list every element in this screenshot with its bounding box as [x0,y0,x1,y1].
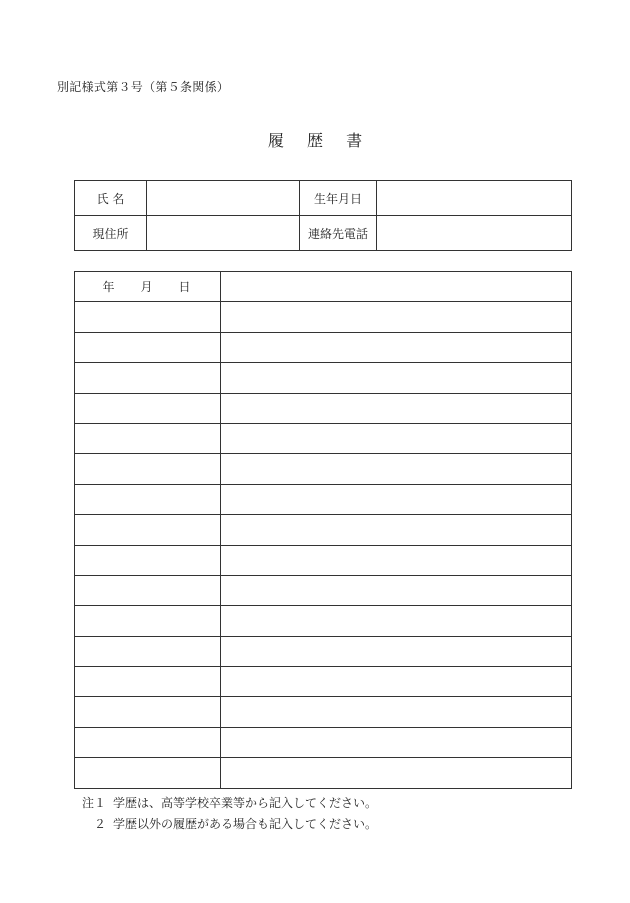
history-date-cell[interactable] [75,667,221,697]
history-detail-cell[interactable] [221,332,572,362]
day-header: 日 [178,280,193,295]
name-label: 氏 名 [75,181,147,216]
history-detail-cell[interactable] [221,454,572,484]
history-detail-cell[interactable] [221,484,572,514]
personal-info-row [75,216,572,251]
note-number: 注１ [82,796,107,810]
history-detail-cell[interactable] [221,636,572,666]
history-date-cell[interactable] [75,545,221,575]
history-detail-cell[interactable] [221,545,572,575]
history-date-cell[interactable] [75,697,221,727]
history-row [75,423,572,453]
history-detail-cell[interactable] [221,727,572,757]
phone-label: 連絡先電話 [300,216,377,251]
history-detail-cell[interactable] [221,697,572,727]
note-text: 学歴は、高等学校卒業等から記入してください。 [113,796,378,810]
birthdate-field[interactable] [377,181,572,216]
history-row [75,302,572,332]
note-line [82,793,377,814]
history-row [75,515,572,545]
history-row [75,758,572,788]
history-table [74,271,572,789]
history-detail-cell[interactable] [221,302,572,332]
history-date-cell[interactable] [75,332,221,362]
history-date-cell[interactable] [75,758,221,788]
history-date-cell[interactable] [75,575,221,605]
address-label: 現住所 [75,216,147,251]
form-reference: 別記様式第３号（第５条関係） [57,80,230,94]
history-date-cell[interactable] [75,393,221,423]
history-detail-cell[interactable] [221,363,572,393]
history-row [75,727,572,757]
history-date-cell[interactable] [75,454,221,484]
note-text: 学歴以外の履歴がある場合も記入してください。 [113,817,378,831]
history-detail-cell[interactable] [221,667,572,697]
history-detail-cell[interactable] [221,606,572,636]
history-date-cell[interactable] [75,636,221,666]
history-row [75,545,572,575]
history-date-cell[interactable] [75,484,221,514]
history-date-cell[interactable] [75,423,221,453]
history-row [75,667,572,697]
personal-info-row [75,181,572,216]
history-row [75,697,572,727]
history-header-row [75,272,572,302]
history-row [75,363,572,393]
history-detail-cell[interactable] [221,423,572,453]
name-field[interactable] [147,181,300,216]
document-title: 履 歴 書 [267,131,372,150]
date-column-header [75,272,221,302]
history-row [75,454,572,484]
history-detail-cell[interactable] [221,393,572,423]
address-field[interactable] [147,216,300,251]
history-detail-cell[interactable] [221,575,572,605]
history-row [75,606,572,636]
note-line [82,814,377,835]
history-detail-cell[interactable] [221,758,572,788]
month-header: 月 [140,280,155,295]
history-row [75,332,572,362]
history-date-cell[interactable] [75,363,221,393]
history-rows [75,302,572,788]
history-row [75,636,572,666]
history-date-cell[interactable] [75,302,221,332]
history-detail-cell[interactable] [221,515,572,545]
note-number: ２ [93,817,106,831]
birthdate-label: 生年月日 [300,181,377,216]
history-row [75,575,572,605]
history-date-cell[interactable] [75,515,221,545]
year-header: 年 [102,280,117,295]
history-row [75,484,572,514]
history-date-cell[interactable] [75,606,221,636]
detail-column-header [221,272,572,302]
notes [82,793,377,835]
personal-info-table [74,180,572,251]
history-row [75,393,572,423]
phone-field[interactable] [377,216,572,251]
history-date-cell[interactable] [75,727,221,757]
